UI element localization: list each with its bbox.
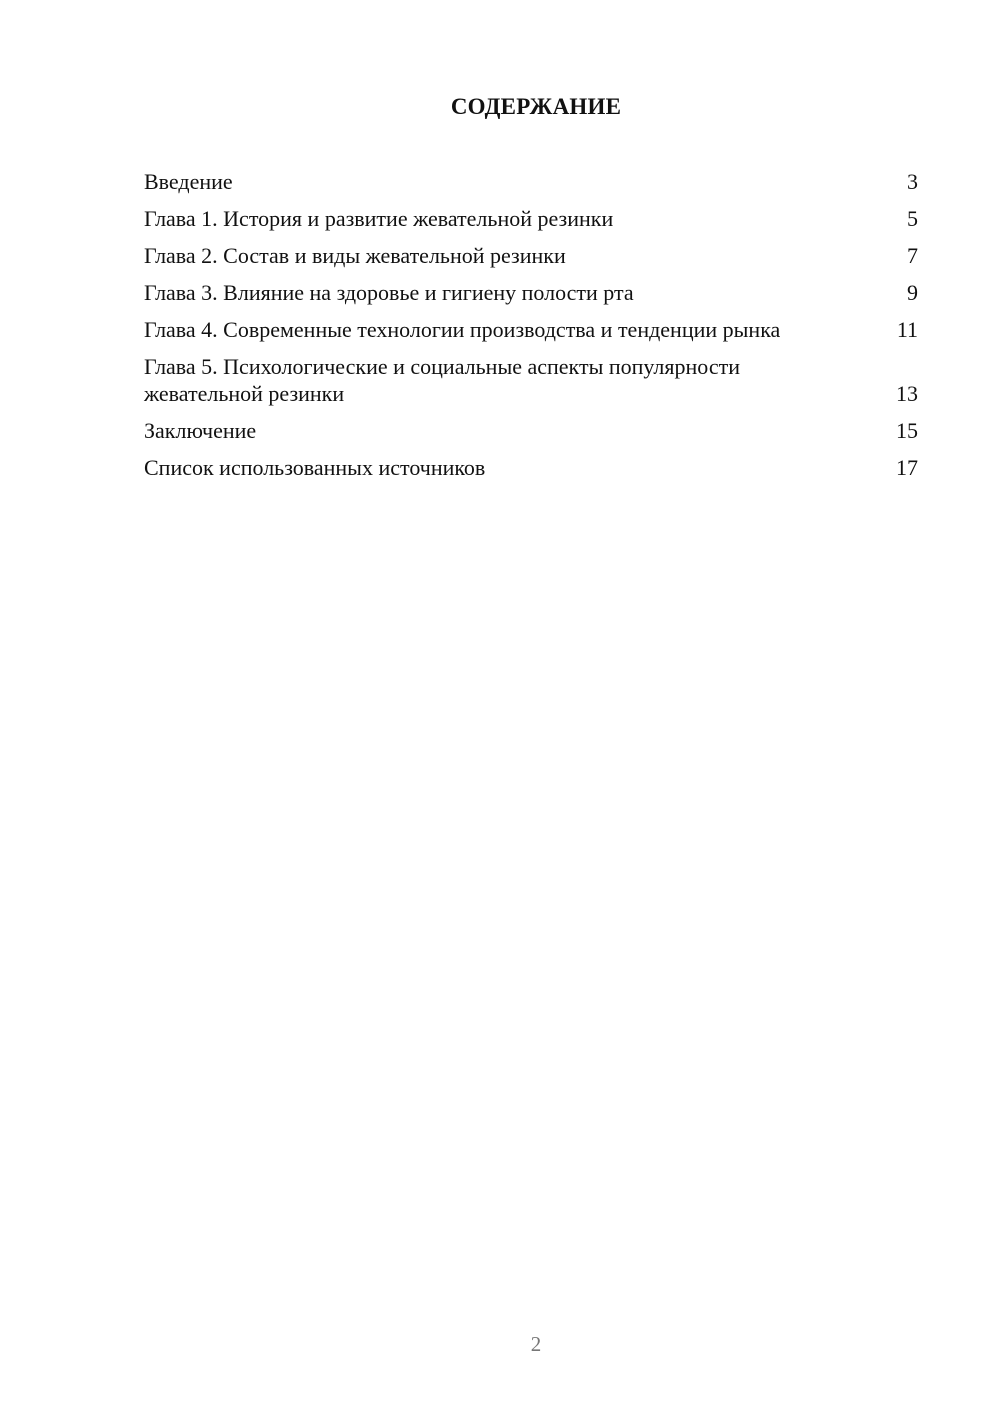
table-of-contents bbox=[144, 168, 918, 491]
toc-item-label: Глава 1. История и развитие жевательной резинки bbox=[144, 206, 614, 231]
toc-item-introduction bbox=[144, 168, 918, 195]
toc-item-page: 5 bbox=[907, 206, 918, 231]
toc-item-label: Глава 5. Психологические и социальные аспекты популярности жевательной резинки bbox=[144, 354, 740, 406]
toc-item-chapter-2 bbox=[144, 242, 918, 269]
toc-item-label: Список использованных источников bbox=[144, 455, 486, 480]
toc-item-page: 15 bbox=[896, 418, 918, 443]
toc-item-label: Глава 2. Состав и виды жевательной резинки bbox=[144, 243, 566, 268]
toc-item-chapter-1 bbox=[144, 205, 918, 232]
toc-item-page: 9 bbox=[907, 280, 918, 305]
toc-item-page: 13 bbox=[896, 381, 918, 406]
toc-item-label: Введение bbox=[144, 169, 233, 194]
toc-item-page: 7 bbox=[907, 243, 918, 268]
toc-item-page: 3 bbox=[907, 169, 918, 194]
toc-item-label: Глава 4. Современные технологии производства и тенденции рынка bbox=[144, 317, 781, 342]
page-number: 2 bbox=[530, 1332, 542, 1356]
toc-item-conclusion bbox=[144, 417, 918, 444]
toc-item-label: Заключение bbox=[144, 418, 257, 443]
toc-item-references bbox=[144, 454, 918, 481]
toc-item-chapter-3 bbox=[144, 279, 918, 306]
toc-item-chapter-5 bbox=[144, 353, 918, 407]
toc-item-label: Глава 3. Влияние на здоровье и гигиену полости рта bbox=[144, 280, 634, 305]
toc-title: СОДЕРЖАНИЕ bbox=[450, 94, 622, 119]
toc-item-page: 17 bbox=[896, 455, 918, 480]
toc-item-chapter-4 bbox=[144, 316, 918, 343]
toc-item-page: 11 bbox=[896, 317, 918, 342]
